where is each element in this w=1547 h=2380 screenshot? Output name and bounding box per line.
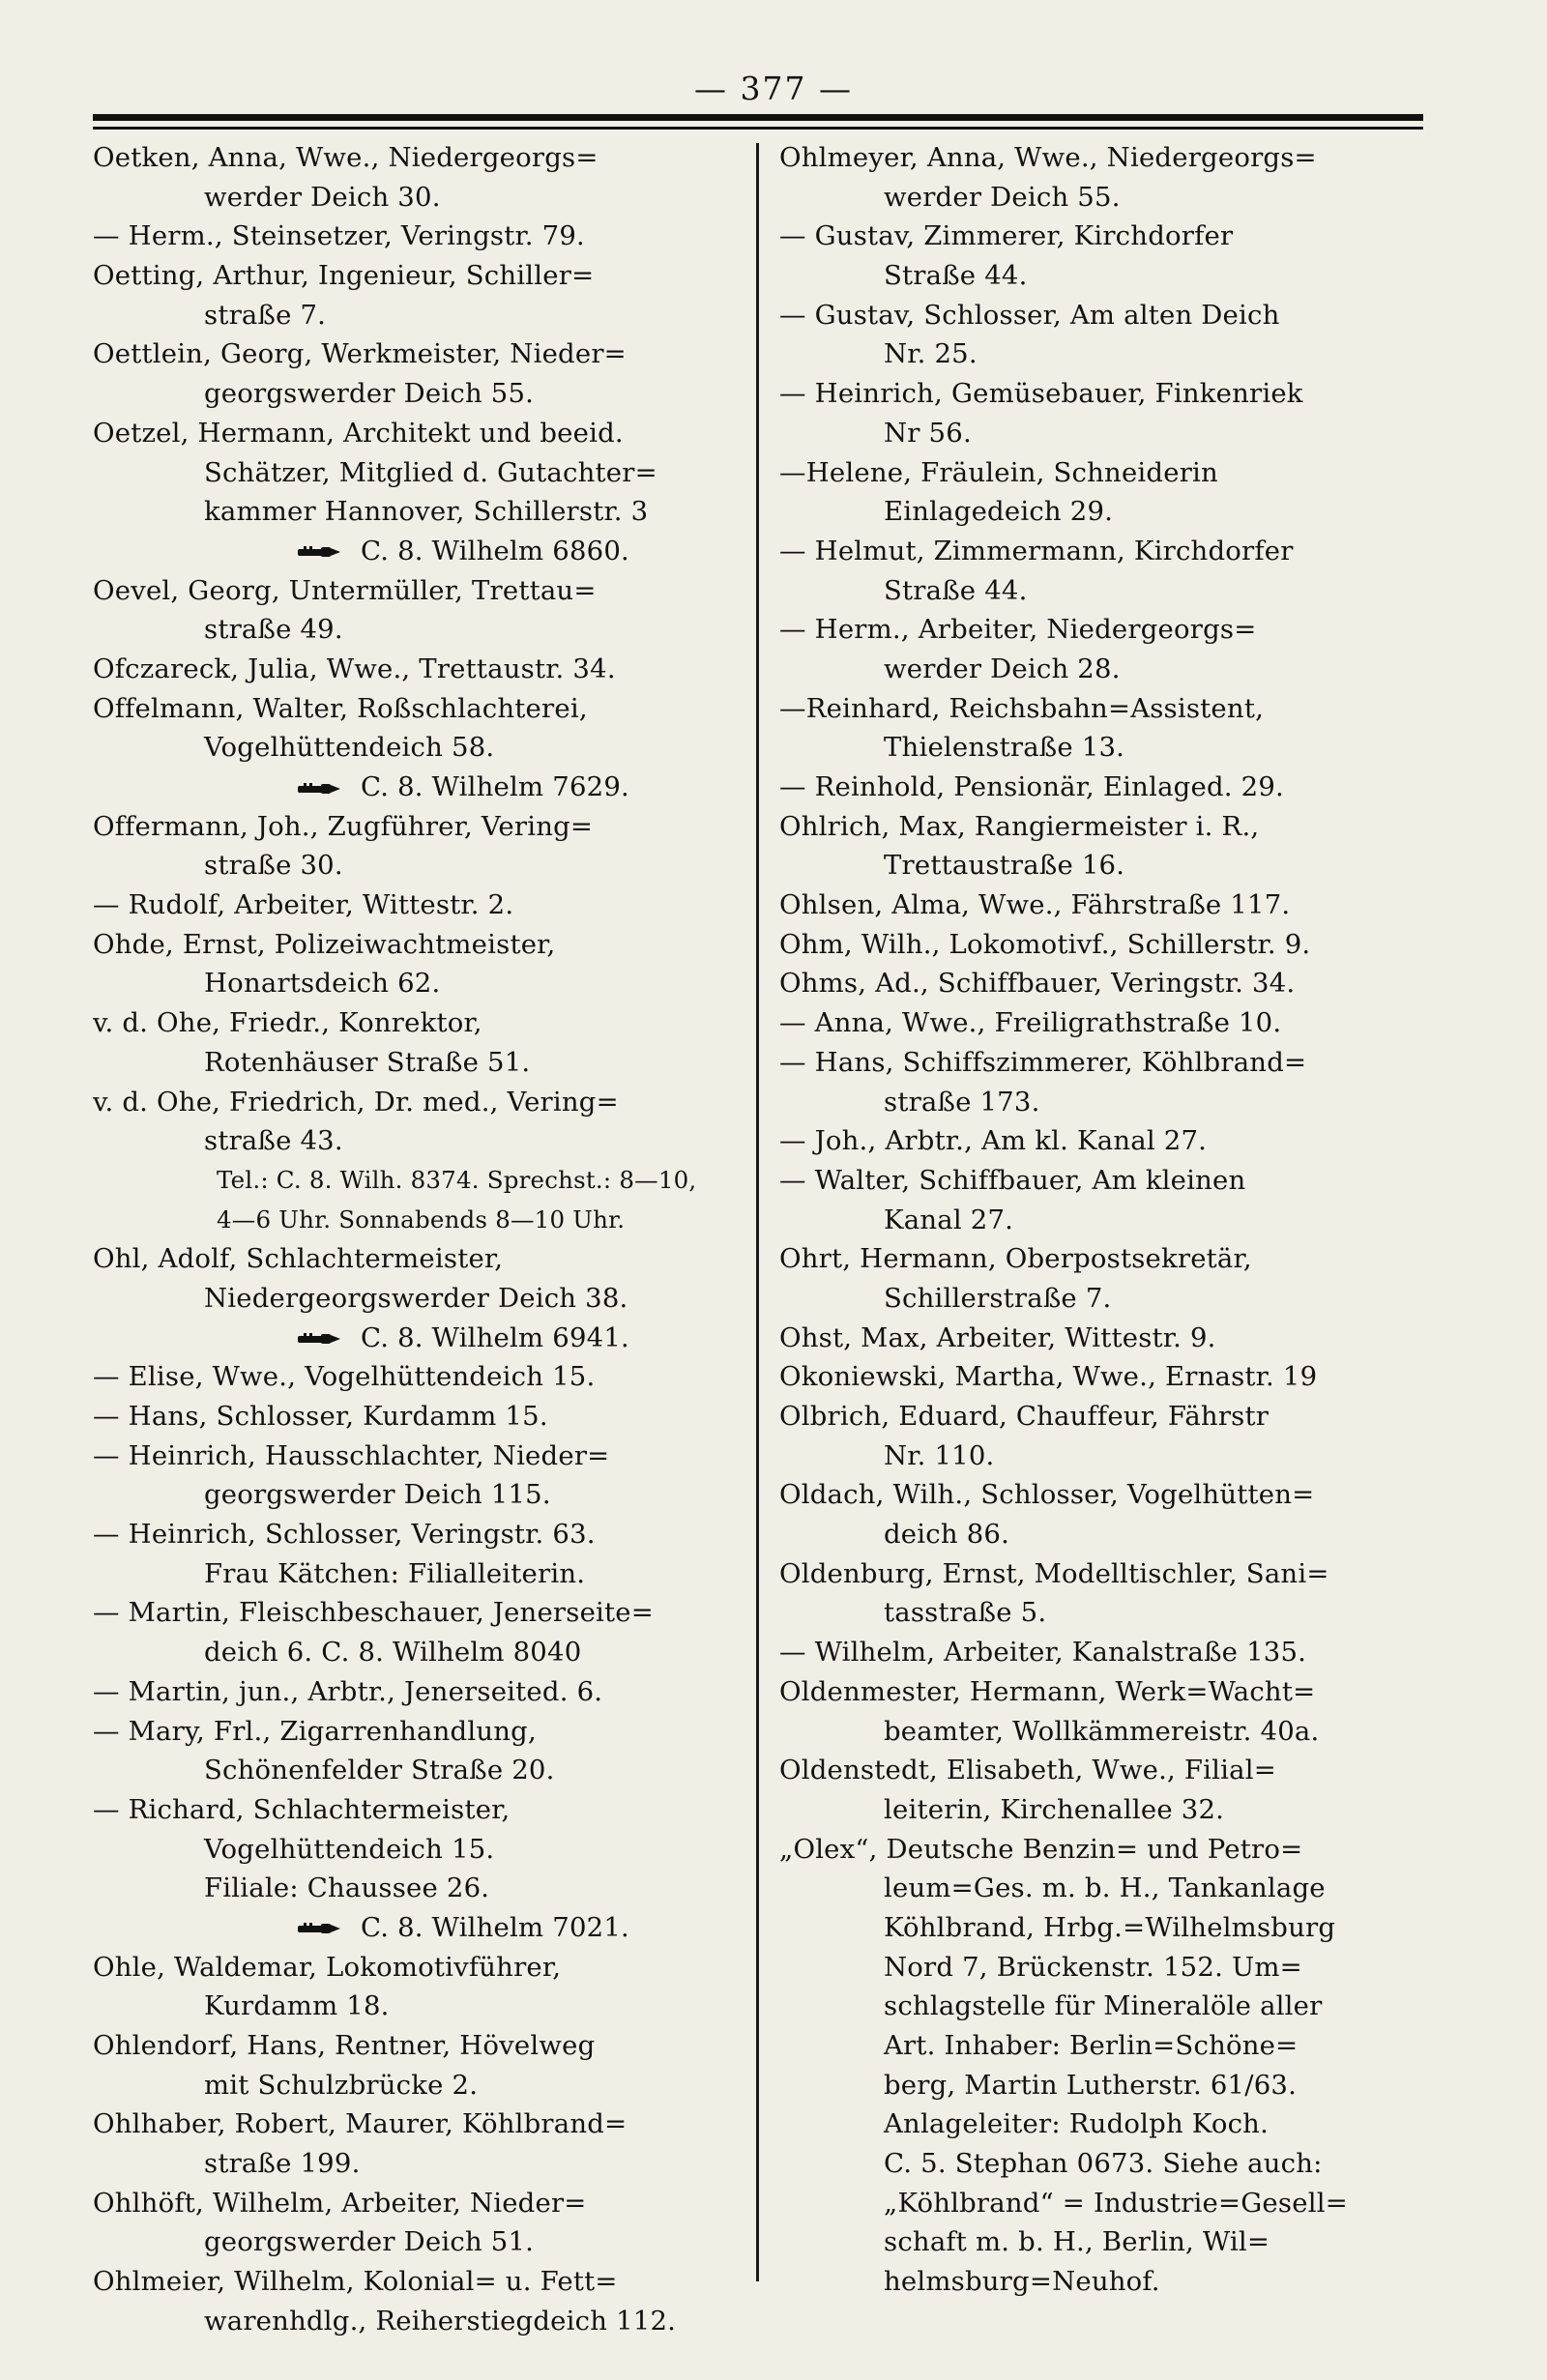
directory-line-text: werder Deich 28.: [884, 653, 1121, 684]
directory-line-text: — Reinhold, Pensionär, Einlaged. 29.: [779, 771, 1284, 802]
directory-line: [779, 689, 1429, 729]
directory-line-text: georgswerder Deich 55.: [204, 378, 535, 410]
directory-line: [779, 1475, 1429, 1515]
directory-line-text: — Heinrich, Schlosser, Veringstr. 63.: [93, 1519, 596, 1551]
directory-line: [93, 689, 741, 729]
directory-line-text: — Wilhelm, Arbeiter, Kanalstraße 135.: [779, 1637, 1307, 1669]
directory-line: [779, 1239, 1429, 1279]
directory-line-text: mit Schulzbrücke 2.: [204, 2069, 479, 2101]
directory-line-text: helmsburg=Neuhof.: [884, 2266, 1160, 2298]
directory-line: [779, 964, 1429, 1003]
directory-line: [93, 2104, 741, 2144]
directory-line: [779, 1279, 1429, 1319]
directory-line-text: kammer Hannover, Schillerstr. 3: [204, 496, 649, 528]
directory-line: [779, 1083, 1429, 1122]
directory-line: [779, 1043, 1429, 1083]
directory-line: [93, 1437, 741, 1476]
directory-line-text: Oettlein, Georg, Werkmeister, Nieder=: [93, 338, 627, 370]
directory-line: [93, 2144, 741, 2184]
directory-line-text: Ohlhaber, Robert, Maurer, Köhlbrand=: [93, 2108, 628, 2140]
directory-line-text: — Anna, Wwe., Freiligrathstraße 10.: [779, 1007, 1282, 1039]
directory-line-text: Rotenhäuser Straße 51.: [204, 1046, 531, 1078]
directory-line-text: georgswerder Deich 51.: [204, 2226, 535, 2258]
directory-line-text: Schönenfelder Straße 20.: [204, 1755, 555, 1786]
directory-line: [779, 1790, 1429, 1830]
directory-line: [779, 1161, 1429, 1201]
directory-line-text: straße 43.: [204, 1125, 343, 1157]
directory-line-text: — Gustav, Schlosser, Am alten Deich: [779, 299, 1280, 331]
directory-line-text: — Elise, Wwe., Vogelhüttendeich 15.: [93, 1361, 596, 1393]
directory-line: [779, 138, 1429, 178]
directory-line-text: Oldenstedt, Elisabeth, Wwe., Filial=: [779, 1755, 1277, 1786]
directory-line-text: Ohm, Wilh., Lokomotivf., Schillerstr. 9.: [779, 928, 1311, 960]
directory-line: [93, 1121, 741, 1161]
directory-line: [779, 1712, 1429, 1752]
directory-line: [779, 846, 1429, 885]
directory-line-text: „Köhlbrand“ = Industrie=Gesell=: [884, 2187, 1348, 2219]
directory-line-text: 4—6 Uhr. Sonnabends 8—10 Uhr.: [217, 1205, 626, 1234]
directory-line-text: georgswerder Deich 115.: [204, 1479, 551, 1511]
directory-line-text: Schillerstraße 7.: [884, 1282, 1112, 1314]
directory-line: [93, 1554, 741, 1594]
directory-line: [779, 217, 1429, 256]
directory-line-text: Ohlmeier, Wilhelm, Kolonial= u. Fett=: [93, 2266, 618, 2298]
directory-line: [779, 1633, 1429, 1672]
directory-line: [779, 1830, 1429, 1870]
directory-line: [779, 1869, 1429, 1908]
directory-line-text: Kanal 27.: [884, 1204, 1014, 1235]
directory-line-text: Offelmann, Walter, Roßschlachterei,: [93, 692, 588, 724]
directory-line: [93, 1201, 741, 1240]
directory-line-text: — Heinrich, Hausschlachter, Nieder=: [93, 1439, 610, 1471]
directory-line-text: C. 8. Wilhelm 6941.: [360, 1321, 629, 1353]
directory-line: [779, 2066, 1429, 2105]
directory-line-text: Anlageleiter: Rudolph Koch.: [884, 2108, 1270, 2140]
directory-line-text: Ohl, Adolf, Schlachtermeister,: [93, 1243, 504, 1275]
directory-line: [93, 1751, 741, 1790]
telephone-hand-icon: [296, 781, 342, 797]
directory-line-text: beamter, Wollkämmereistr. 40a.: [884, 1715, 1320, 1747]
directory-line: [779, 650, 1429, 689]
directory-line: [779, 1515, 1429, 1554]
directory-line: [93, 1319, 741, 1358]
directory-line: [779, 728, 1429, 768]
directory-line-text: Offermann, Joh., Zugführer, Vering=: [93, 810, 594, 842]
directory-line-text: Art. Inhaber: Berlin=Schöne=: [884, 2030, 1299, 2061]
directory-line: [779, 571, 1429, 611]
directory-line-text: Oetken, Anna, Wwe., Niedergeorgs=: [93, 142, 598, 173]
directory-line: [779, 2184, 1429, 2223]
directory-line-text: v. d. Ohe, Friedr., Konrektor,: [93, 1007, 482, 1039]
directory-line: [779, 1987, 1429, 2026]
directory-line-text: Olbrich, Eduard, Chauffeur, Fährstr: [779, 1401, 1270, 1432]
directory-line-text: — Richard, Schlachtermeister,: [93, 1793, 511, 1825]
directory-line-text: werder Deich 30.: [204, 181, 441, 213]
directory-line-text: Vogelhüttendeich 15.: [204, 1833, 495, 1865]
left-column: [93, 138, 741, 2341]
header-rule-thick: [93, 114, 1423, 121]
directory-line: [779, 925, 1429, 965]
directory-line-text: Vogelhüttendeich 58.: [204, 732, 495, 764]
directory-line: [779, 1437, 1429, 1476]
directory-line-text: Einlagedeich 29.: [884, 496, 1114, 528]
directory-line: [779, 1319, 1429, 1358]
directory-line-text: deich 86.: [884, 1519, 1010, 1551]
directory-line: [93, 2222, 741, 2262]
directory-line-text: — Martin, Fleischbeschauer, Jenerseite=: [93, 1597, 655, 1629]
directory-line: [93, 2262, 741, 2302]
directory-line-text: Honartsdeich 62.: [204, 968, 441, 1000]
directory-line: [779, 1751, 1429, 1790]
directory-line: [93, 2066, 741, 2105]
directory-line-text: Tel.: C. 8. Wilh. 8374. Sprechst.: 8—10,: [217, 1165, 697, 1194]
directory-line: [93, 1239, 741, 1279]
directory-line: [93, 1830, 741, 1870]
directory-line-text: Straße 44.: [884, 574, 1028, 606]
directory-line: [779, 1672, 1429, 1712]
directory-line-text: tasstraße 5.: [884, 1597, 1047, 1629]
directory-line-text: Oldach, Wilh., Schlosser, Vogelhütten=: [779, 1479, 1315, 1511]
telephone-hand-icon: [296, 1331, 342, 1347]
directory-line: [93, 138, 741, 178]
directory-line-text: — Martin, jun., Arbtr., Jenerseited. 6.: [93, 1675, 603, 1707]
directory-line: [779, 768, 1429, 807]
directory-line-text: Nr. 25.: [884, 338, 978, 370]
directory-line: [93, 1083, 741, 1122]
directory-line-text: — Herm., Arbeiter, Niedergeorgs=: [779, 614, 1257, 646]
directory-line-text: — Herm., Steinsetzer, Veringstr. 79.: [93, 220, 585, 252]
directory-line: [779, 178, 1429, 218]
directory-line: [93, 610, 741, 650]
directory-line-text: — Mary, Frl., Zigarrenhandlung,: [93, 1715, 537, 1747]
directory-line-text: Nr 56.: [884, 417, 972, 449]
directory-line: [779, 2144, 1429, 2184]
directory-line-text: —Reinhard, Reichsbahn=Assistent,: [779, 692, 1265, 724]
directory-line: [779, 374, 1429, 414]
directory-line: [93, 1397, 741, 1437]
directory-line: [93, 571, 741, 611]
directory-line-text: Thielenstraße 13.: [884, 732, 1125, 764]
directory-line: [779, 1948, 1429, 1988]
directory-line-text: Ohlrich, Max, Rangiermeister i. R.,: [779, 810, 1260, 842]
directory-line: [93, 1593, 741, 1633]
directory-line-text: leiterin, Kirchenallee 32.: [884, 1793, 1225, 1825]
directory-line: [779, 1357, 1429, 1397]
directory-line: [779, 296, 1429, 335]
directory-line-text: straße 199.: [204, 2148, 361, 2180]
directory-line-text: C. 5. Stephan 0673. Siehe auch:: [884, 2148, 1323, 2180]
directory-line: [93, 768, 741, 807]
directory-line: [93, 414, 741, 453]
directory-line: [93, 650, 741, 689]
directory-line-text: Oetting, Arthur, Ingenieur, Schiller=: [93, 260, 595, 292]
directory-line: [93, 2026, 741, 2066]
directory-line: [93, 807, 741, 847]
directory-line: [779, 807, 1429, 847]
directory-line: [779, 1201, 1429, 1240]
directory-line-text: C. 8. Wilhelm 7021.: [360, 1911, 629, 1943]
directory-line-text: straße 30.: [204, 850, 343, 882]
directory-line: [93, 1279, 741, 1319]
directory-line-text: werder Deich 55.: [884, 181, 1121, 213]
directory-line-text: Ohlsen, Alma, Wwe., Fährstraße 117.: [779, 889, 1291, 921]
directory-line: [93, 374, 741, 414]
directory-line-text: leum=Ges. m. b. H., Tankanlage: [884, 1872, 1326, 1904]
directory-line: [93, 2302, 741, 2341]
directory-line: [93, 296, 741, 335]
column-divider: [756, 143, 759, 2281]
directory-line: [93, 1357, 741, 1397]
directory-line: [779, 532, 1429, 571]
directory-line-text: deich 6. C. 8. Wilhelm 8040: [204, 1637, 582, 1669]
directory-line-text: „Olex“, Deutsche Benzin= und Petro=: [779, 1833, 1303, 1865]
directory-line: [93, 334, 741, 374]
directory-line: [779, 334, 1429, 374]
directory-line: [93, 1475, 741, 1515]
directory-line: [93, 1869, 741, 1908]
telephone-hand-icon: [296, 544, 342, 560]
page-number: — 377 —: [694, 70, 853, 107]
directory-line-text: Kurdamm 18.: [204, 1990, 390, 2022]
directory-line-text: straße 7.: [204, 299, 327, 331]
right-column: [779, 138, 1429, 2302]
directory-line-text: Ohlendorf, Hans, Rentner, Hövelweg: [93, 2030, 596, 2061]
directory-line-text: Oevel, Georg, Untermüller, Trettau=: [93, 574, 597, 606]
directory-line-text: schlagstelle für Mineralöle aller: [884, 1990, 1323, 2022]
directory-line-text: — Gustav, Zimmerer, Kirchdorfer: [779, 220, 1234, 252]
directory-line-text: Ohle, Waldemar, Lokomotivführer,: [93, 1951, 562, 1983]
directory-line: [93, 1161, 741, 1201]
directory-line-text: Nord 7, Brückenstr. 152. Um=: [884, 1951, 1302, 1983]
directory-line: [779, 492, 1429, 532]
directory-line-text: — Heinrich, Gemüsebauer, Finkenriek: [779, 378, 1303, 410]
directory-line: [93, 1043, 741, 1083]
directory-line: [93, 1712, 741, 1752]
directory-line: [779, 1593, 1429, 1633]
directory-line-text: Nr. 110.: [884, 1439, 995, 1471]
directory-line: [93, 1790, 741, 1830]
directory-line-text: Ofczareck, Julia, Wwe., Trettaustr. 34.: [93, 653, 616, 684]
directory-line: [779, 2104, 1429, 2144]
directory-line-text: Oldenmester, Hermann, Werk=Wacht=: [779, 1675, 1316, 1707]
directory-line: [93, 532, 741, 571]
directory-line: [93, 1672, 741, 1712]
directory-line: [779, 2262, 1429, 2302]
directory-line-text: — Joh., Arbtr., Am kl. Kanal 27.: [779, 1125, 1208, 1157]
directory-line-text: Ohde, Ernst, Polizeiwachtmeister,: [93, 928, 556, 960]
directory-line: [93, 1633, 741, 1672]
directory-line-text: Ohrt, Hermann, Oberpostsekretär,: [779, 1243, 1252, 1275]
directory-line-text: Filiale: Chaussee 26.: [204, 1872, 490, 1904]
directory-line: [779, 1908, 1429, 1948]
directory-line: [93, 846, 741, 885]
directory-line: [93, 256, 741, 296]
directory-line: [93, 453, 741, 493]
directory-line-text: Schätzer, Mitglied d. Gutachter=: [204, 456, 657, 488]
directory-line: [93, 1987, 741, 2026]
directory-line-text: berg, Martin Lutherstr. 61/63.: [884, 2069, 1298, 2101]
directory-line-text: Ohms, Ad., Schiffbauer, Veringstr. 34.: [779, 968, 1296, 1000]
directory-line-text: C. 8. Wilhelm 6860.: [360, 535, 629, 566]
directory-line: [93, 964, 741, 1003]
directory-line: [779, 2222, 1429, 2262]
telephone-hand-icon: [296, 1921, 342, 1936]
directory-line-text: Ohlmeyer, Anna, Wwe., Niedergeorgs=: [779, 142, 1317, 173]
directory-line-text: C. 8. Wilhelm 7629.: [360, 771, 629, 802]
directory-line: [93, 217, 741, 256]
directory-line-text: — Walter, Schiffbauer, Am kleinen: [779, 1164, 1246, 1196]
directory-line-text: Ohst, Max, Arbeiter, Wittestr. 9.: [779, 1321, 1216, 1353]
directory-line: [93, 1003, 741, 1043]
directory-line: [779, 256, 1429, 296]
directory-line-text: Niedergeorgswerder Deich 38.: [204, 1282, 628, 1314]
directory-line: [779, 1397, 1429, 1437]
directory-line: [93, 492, 741, 532]
directory-line: [93, 925, 741, 965]
directory-line-text: Oldenburg, Ernst, Modelltischler, Sani=: [779, 1557, 1329, 1589]
directory-line: [779, 1121, 1429, 1161]
directory-line: [779, 414, 1429, 453]
directory-line-text: v. d. Ohe, Friedrich, Dr. med., Vering=: [93, 1086, 619, 1117]
directory-line-text: — Helmut, Zimmermann, Kirchdorfer: [779, 535, 1294, 566]
directory-line: [779, 2026, 1429, 2066]
directory-line-text: straße 173.: [884, 1086, 1040, 1117]
directory-line-text: straße 49.: [204, 614, 343, 646]
directory-line-text: warenhdlg., Reiherstiegdeich 112.: [204, 2305, 677, 2336]
directory-line: [779, 610, 1429, 650]
directory-line: [93, 885, 741, 925]
directory-line: [93, 1948, 741, 1988]
directory-line-text: Ohlhöft, Wilhelm, Arbeiter, Nieder=: [93, 2187, 587, 2219]
directory-line: [779, 1003, 1429, 1043]
directory-line-text: —Helene, Fräulein, Schneiderin: [779, 456, 1218, 488]
directory-line-text: Oetzel, Hermann, Architekt und beeid.: [93, 417, 624, 449]
directory-line: [93, 728, 741, 768]
directory-line-text: — Rudolf, Arbeiter, Wittestr. 2.: [93, 889, 514, 921]
directory-line: [93, 1908, 741, 1948]
directory-line: [779, 453, 1429, 493]
directory-line-text: Trettaustraße 16.: [884, 850, 1125, 882]
directory-line: [93, 178, 741, 218]
header-rule-thin: [93, 127, 1423, 130]
directory-line-text: Köhlbrand, Hrbg.=Wilhelmsburg: [884, 1911, 1336, 1943]
directory-line-text: Frau Kätchen: Filialleiterin.: [204, 1557, 586, 1589]
directory-line-text: — Hans, Schlosser, Kurdamm 15.: [93, 1401, 548, 1432]
directory-line-text: Straße 44.: [884, 260, 1028, 292]
directory-line: [779, 1554, 1429, 1594]
directory-line: [93, 2184, 741, 2223]
directory-line: [93, 1515, 741, 1554]
directory-line-text: schaft m. b. H., Berlin, Wil=: [884, 2226, 1270, 2258]
directory-line-text: Okoniewski, Martha, Wwe., Ernastr. 19: [779, 1361, 1318, 1393]
directory-line-text: — Hans, Schiffszimmerer, Köhlbrand=: [779, 1046, 1307, 1078]
directory-line: [779, 885, 1429, 925]
